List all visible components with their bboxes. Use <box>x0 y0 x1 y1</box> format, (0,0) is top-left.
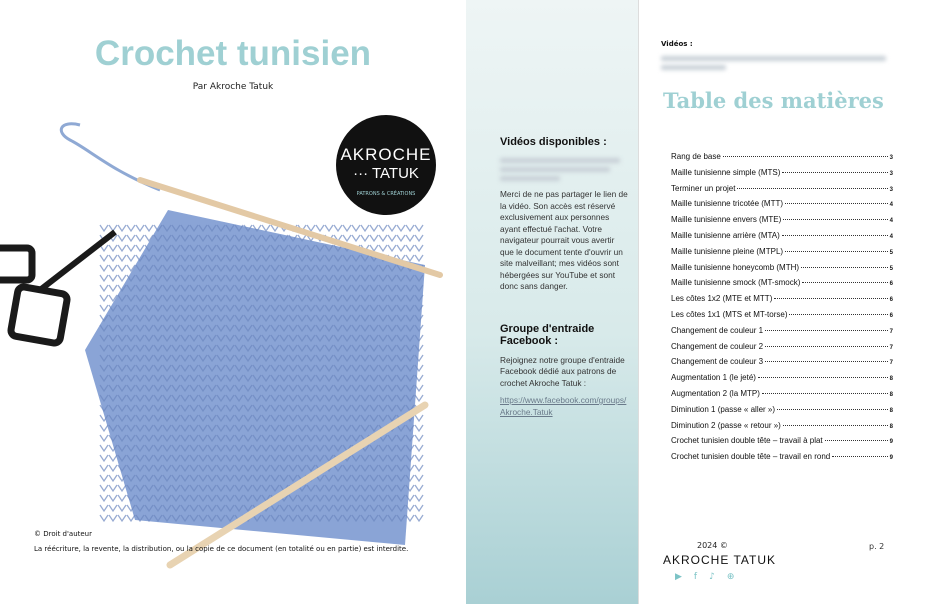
facebook-text: Rejoignez notre groupe d'entraide Facebook dédié aux patrons de crochet Akroche Tatuk : <box>500 354 625 388</box>
leader-dots <box>785 251 888 252</box>
toc-entry-page: 6 <box>889 297 893 304</box>
toc-entry-page: 4 <box>889 233 893 240</box>
toc-entry[interactable] <box>671 326 893 342</box>
leader-dots <box>785 203 888 204</box>
toc-entry-label: Augmentation 1 (le jeté) <box>671 373 756 383</box>
page-title: Crochet tunisien <box>94 34 372 73</box>
toc-entry-label: Changement de couleur 1 <box>671 325 764 335</box>
toc-entry[interactable] <box>671 263 893 279</box>
globe-icon[interactable]: ⊕ <box>726 572 735 582</box>
leader-dots <box>825 440 888 441</box>
toc-entry-label: Les côtes 1x1 (MTS et MT-torse) <box>671 309 788 319</box>
toc-title: Table des matières <box>663 88 884 113</box>
table-of-contents <box>671 152 893 468</box>
brand-logo: AKROCHE ··· TATUK PATRONS & CRÉATIONS <box>336 115 436 215</box>
toc-entry-label: Crochet tunisien double tête – travail à plat <box>671 436 823 446</box>
cover-page <box>0 0 466 604</box>
blurred-video-link <box>500 158 638 181</box>
toc-entry[interactable] <box>671 168 893 184</box>
toc-entry-label: Maille tunisienne simple (MTS) <box>671 167 781 177</box>
toc-entry-page: 5 <box>889 249 893 256</box>
leader-dots <box>789 314 887 315</box>
toc-entry-page: 8 <box>889 407 893 414</box>
toc-entry-page: 9 <box>889 455 893 462</box>
page-number: p. 2 <box>869 542 885 551</box>
toc-entry-label: Maille tunisienne envers (MTE) <box>671 215 782 225</box>
leader-dots <box>765 330 888 331</box>
footer-brand: AKROCHE TATUK <box>663 553 777 567</box>
toc-entry[interactable] <box>671 278 893 294</box>
toc-entry-page: 6 <box>889 281 893 288</box>
toc-entry-label: Diminution 2 (passe « retour ») <box>671 420 781 430</box>
toc-entry-page: 8 <box>889 391 893 398</box>
toc-entry-label: Les côtes 1x2 (MTE et MTT) <box>671 294 773 304</box>
leader-dots <box>723 156 888 157</box>
toc-entry-label: Maille tunisienne pleine (MTPL) <box>671 246 784 256</box>
facebook-icon[interactable]: f <box>693 572 698 582</box>
leader-dots <box>762 393 888 394</box>
videos-label: Vidéos : <box>661 40 693 48</box>
leader-dots <box>765 361 888 362</box>
toc-entry-label: Maille tunisienne arrière (MTA) <box>671 230 780 240</box>
toc-entry-label: Rang de base <box>671 152 721 161</box>
toc-entry[interactable] <box>671 215 893 231</box>
scissors-icon <box>0 232 115 344</box>
footer-year: 2024 © <box>697 541 728 550</box>
leader-dots <box>802 282 887 283</box>
leader-dots <box>758 377 888 378</box>
toc-entry[interactable] <box>671 184 893 200</box>
toc-entry-label: Crochet tunisien double tête – travail en rond <box>671 452 831 462</box>
leader-dots <box>783 219 887 220</box>
toc-entry[interactable] <box>671 247 893 263</box>
toc-entry-page: 6 <box>889 312 893 319</box>
toc-entry-label: Augmentation 2 (la MTP) <box>671 388 760 398</box>
toc-entry-page: 7 <box>889 344 893 351</box>
leader-dots <box>783 425 888 426</box>
social-links <box>675 572 734 582</box>
videos-heading: Vidéos disponibles : <box>500 136 607 148</box>
toc-entry-page: 3 <box>889 170 893 177</box>
leader-dots <box>832 456 887 457</box>
youtube-icon[interactable]: ▶ <box>675 572 682 582</box>
toc-entry-label: Diminution 1 (passe « aller ») <box>671 404 776 414</box>
leader-dots <box>765 346 888 347</box>
toc-entry-page: 4 <box>889 202 893 209</box>
toc-entry-page: 8 <box>889 423 893 430</box>
toc-entry-page: 4 <box>889 218 893 225</box>
toc-entry[interactable] <box>671 405 893 421</box>
toc-entry[interactable] <box>671 436 893 452</box>
byline: Par Akroche Tatuk <box>192 82 274 92</box>
toc-entry[interactable] <box>671 357 893 373</box>
toc-entry-label: Changement de couleur 2 <box>671 341 764 351</box>
toc-entry-page: 9 <box>889 439 893 446</box>
leader-dots <box>774 298 887 299</box>
videos-text: Merci de ne pas partager le lien de la vidéo. Son accès est réservé exclusivement aux personnes ayant effectué l'achat. Votre navigateur pourrait vous avertir que le document tente d'ouvrir un site malveillant; mes vidéos sont hébergées sur YouTube et sont donc sans danger. <box>500 189 628 291</box>
leader-dots <box>782 235 888 236</box>
info-sidebar <box>466 0 638 604</box>
blurred-video-link <box>661 52 886 74</box>
toc-entry-page: 8 <box>889 376 893 383</box>
facebook-heading: Groupe d'entraide Facebook : <box>500 322 595 347</box>
toc-entry[interactable] <box>671 373 893 389</box>
toc-entry-page: 3 <box>889 155 893 161</box>
toc-entry-label: Maille tunisienne honeycomb (MTH) <box>671 262 800 272</box>
copyright-text: La réécriture, la revente, la distribution, ou la copie de ce document (en totalité ou en partie) est interdite. <box>34 545 409 553</box>
toc-entry[interactable] <box>671 152 893 168</box>
leader-dots <box>801 267 888 268</box>
toc-entry[interactable] <box>671 294 893 310</box>
tiktok-icon[interactable]: ♪ <box>709 572 715 582</box>
leader-dots <box>777 409 888 410</box>
toc-entry-page: 7 <box>889 360 893 367</box>
copyright-heading: © Droit d'auteur <box>34 530 92 538</box>
toc-page <box>638 0 936 604</box>
facebook-link[interactable]: https://www.facebook.com/groups/Akroche.Tatuk <box>500 395 627 417</box>
toc-entry-label: Maille tunisienne smock (MT-smock) <box>671 278 801 288</box>
toc-entry[interactable] <box>671 389 893 405</box>
toc-entry[interactable] <box>671 342 893 358</box>
leader-dots <box>782 172 887 173</box>
toc-entry-label: Maille tunisienne tricotée (MTT) <box>671 199 784 209</box>
toc-entry[interactable] <box>671 452 893 468</box>
toc-entry[interactable] <box>671 421 893 437</box>
toc-entry-page: 5 <box>889 265 893 272</box>
toc-entry[interactable] <box>671 199 893 215</box>
toc-entry-page: 3 <box>889 186 893 193</box>
toc-entry[interactable] <box>671 231 893 247</box>
toc-entry-label: Terminer un projet <box>671 183 736 193</box>
toc-entry[interactable] <box>671 310 893 326</box>
leader-dots <box>737 188 887 189</box>
toc-entry-label: Changement de couleur 3 <box>671 357 764 367</box>
toc-entry-page: 7 <box>889 328 893 335</box>
